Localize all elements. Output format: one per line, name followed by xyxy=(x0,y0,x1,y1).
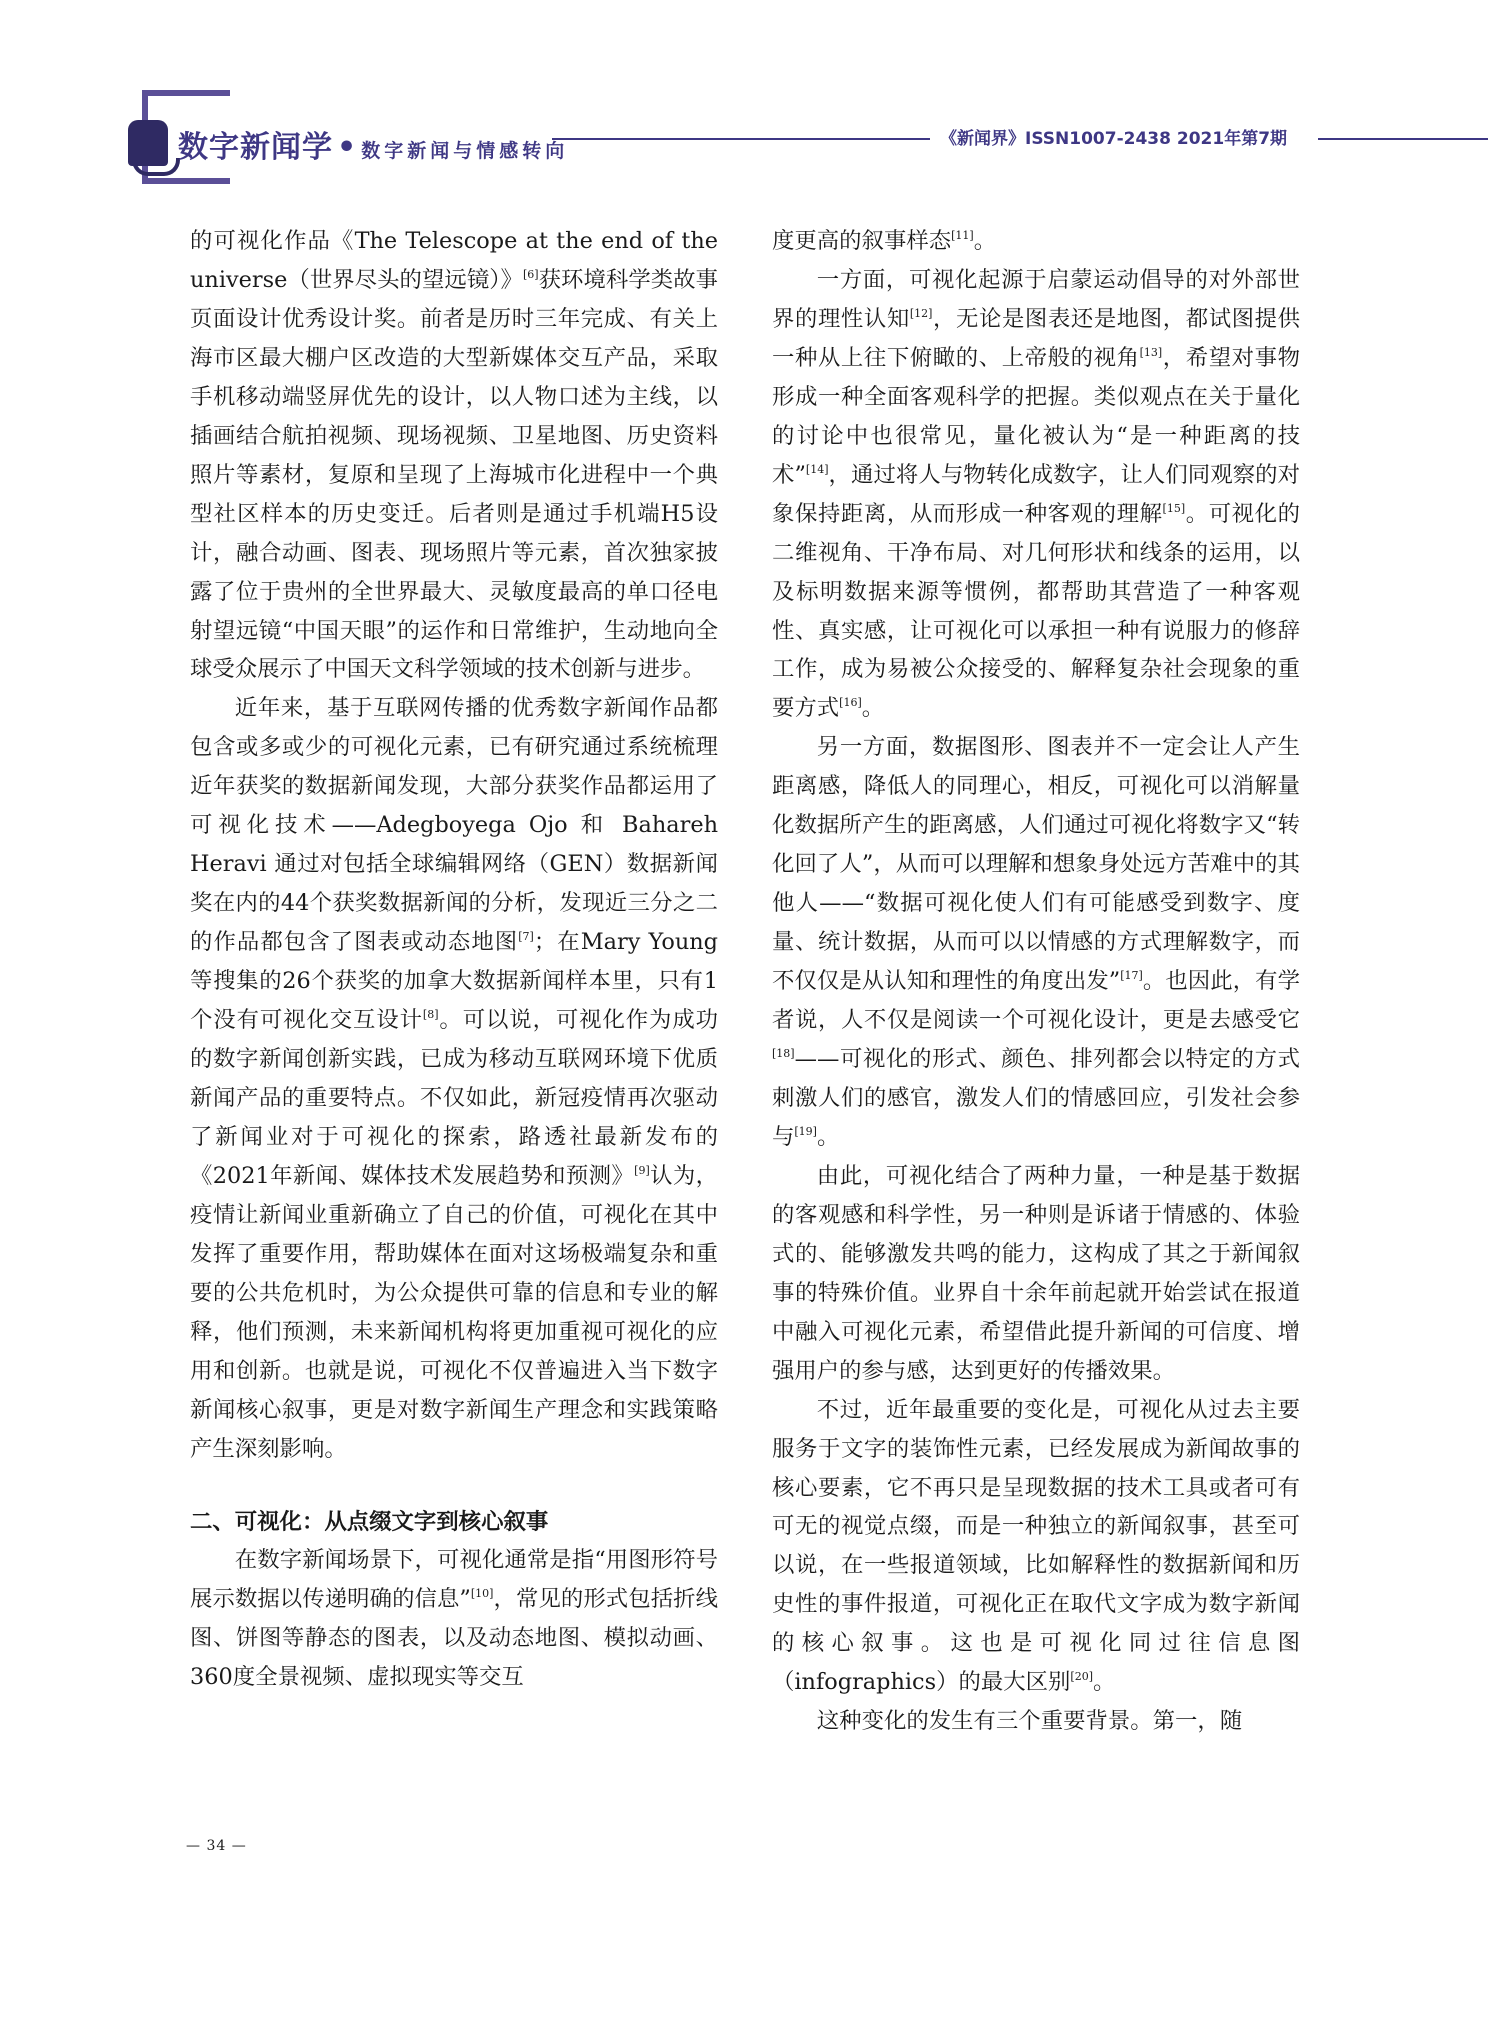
left-column xyxy=(190,222,718,1697)
section-sub: 数字新闻与情感转向 xyxy=(361,140,569,162)
paragraph: 的可视化作品《The Telescope at the end of the universe（世界尽头的望远镜）》[6]获环境科学类故事页面设计优秀设计奖。前者是历时三年完成、有关上海市区最大棚户区改造的大型新媒体交互产品，采取手机移动端竖屏优先的设计，以人物口述为主线，以插画结合航拍视频、现场视频、卫星地图、历史资料照片等素材，复原和呈现了上海城市化进程中一个典型社区样本的历史变迁。后者则是通过手机端H5设计，融合动画、图表、现场照片等元素，首次独家披露了位于贵州的全世界最大、灵敏度最高的单口径电射望远镜“中国天眼”的运作和日常维护，生动地向全球受众展示了中国天文科学领域的技术创新与进步。 xyxy=(190,228,719,683)
citation: [8] xyxy=(422,1008,439,1022)
citation: [17] xyxy=(1120,969,1143,983)
microphone-stand-icon xyxy=(132,158,180,176)
citation: [19] xyxy=(794,1124,817,1138)
section-heading: 二、可视化：从点缀文字到核心叙事 xyxy=(190,1508,549,1535)
paragraph: 另一方面，数据图形、图表并不一定会让人产生距离感，降低人的同理心，相反，可视化可以消解量化数据所产生的距离感，人们通过可视化将数字又“转化回了人”，从而可以理解和想象身处远方苦难中的其他人——“数据可视化使人们有可能感受到数字、度量、统计数据，从而可以以情感的方式理解数字，而不仅仅是从认知和理性的角度出发”[17]。也因此，有学者说，人不仅是阅读一个可视化设计，更是去感受它[18]——可视化的形式、颜色、排列都会以特定的方式刺激人们的感官，激发人们的情感回应，引发社会参与[19]。 xyxy=(772,734,1300,1150)
citation: [16] xyxy=(839,696,862,710)
citation: [14] xyxy=(805,462,829,476)
citation: [7] xyxy=(518,930,534,944)
citation: [6] xyxy=(522,267,539,281)
citation: [9] xyxy=(634,1163,650,1177)
section-main: 数字新闻学 xyxy=(178,130,333,165)
header-rule-right xyxy=(1318,138,1488,140)
paragraph: 不过，近年最重要的变化是，可视化从过去主要服务于文字的装饰性元素，已经发展成为新闻故事的核心要素，它不再只是呈现数据的技术工具或者可有可无的视觉点缀，而是一种独立的新闻叙事，甚至可以说，在一些报道领域，比如解释性的数据新闻和历史性的事件报道，可视化正在取代文字成为数字新闻的核心叙事。这也是可视化同过往信息图（infographics）的最大区别[20]。 xyxy=(772,1396,1300,1696)
section-separator: • xyxy=(337,130,358,165)
citation: [15] xyxy=(1162,501,1186,515)
paragraph: 由此，可视化结合了两种力量，一种是基于数据的客观感和科学性，另一种则是诉诸于情感的、体验式的、能够激发共鸣的能力，这构成了其之于新闻叙事的特殊价值。业界自十余年前起就开始尝试在报道中融入可视化元素，希望借此提升新闻的可信度、增强用户的参与感，达到更好的传播效果。 xyxy=(772,1162,1300,1384)
citation: [12] xyxy=(909,306,933,320)
journal-info: 《新闻界》ISSN1007-2438 2021年第7期 xyxy=(940,129,1288,149)
section-title xyxy=(178,122,568,166)
citation: [18] xyxy=(772,1047,795,1061)
citation: [20] xyxy=(1070,1670,1094,1684)
header-rule-left xyxy=(552,138,930,140)
paragraph: 近年来，基于互联网传播的优秀数字新闻作品都包含或多或少的可视化元素，已有研究通过系统梳理近年获奖的数据新闻发现，大部分获奖作品都运用了可视化技术——Adegboyega Ojo 和 Bahareh Heravi 通过对包括全球编辑网络（GEN）数据新闻奖在内的44个获奖数据新闻的分析，发现近三分之二的作品都包含了图表或动态地图[7]；在Mary Young等搜集的26个获奖的加拿大数据新闻样本里，只有1个没有可视化交互设计[8]。可以说，可视化作为成功的数字新闻创新实践，已成为移动互联网环境下优质新闻产品的重要特点。不仅如此，新冠疫情再次驱动了新闻业对于可视化的探索，路透社最新发布的《2021年新闻、媒体技术发展趋势和预测》[9]认为，疫情让新闻业重新确立了自己的价值，可视化在其中发挥了重要作用，帮助媒体在面对这场极端复杂和重要的公共危机时，为公众提供可靠的信息和专业的解释，他们预测，未来新闻机构将更加重视可视化的应用和创新。也就是说，可视化不仅普遍进入当下数字新闻核心叙事，更是对数字新闻生产理念和实践策略产生深刻影响。 xyxy=(190,695,719,1462)
paragraph: 在数字新闻场景下，可视化通常是指“用图形符号展示数据以传递明确的信息”[10]，常见的形式包括折线图、饼图等静态的图表，以及动态地图、模拟动画、360度全景视频、虚拟现实等交互 xyxy=(190,1547,719,1691)
citation: [10] xyxy=(470,1587,494,1601)
citation: [11] xyxy=(951,229,974,242)
paragraph: 一方面，可视化起源于启蒙运动倡导的对外部世界的理性认知[12]，无论是图表还是地图，都试图提供一种从上往下俯瞰的、上帝般的视角[13]，希望对事物形成一种全面客观科学的把握。类似观点在关于量化的讨论中也很常见，量化被认为“是一种距离的技术”[14]，通过将人与物转化成数字，让人们同观察的对象保持距离，从而形成一种客观的理解[15]。可视化的二维视角、干净布局、对几何形状和线条的运用，以及标明数据来源等惯例，都帮助其营造了一种客观性、真实感，让可视化可以承担一种有说服力的修辞工作，成为易被公众接受的、解释复杂社会现象的重要方式[16]。 xyxy=(772,266,1301,722)
right-column xyxy=(772,222,1300,1741)
citation: [13] xyxy=(1139,345,1163,359)
paragraph: 这种变化的发生有三个重要背景。第一，随 xyxy=(816,1708,1243,1735)
spacer xyxy=(190,1469,718,1503)
page-number: — 34 — xyxy=(186,1838,247,1854)
paragraph: 度更高的叙事样态[11]。 xyxy=(772,228,997,254)
